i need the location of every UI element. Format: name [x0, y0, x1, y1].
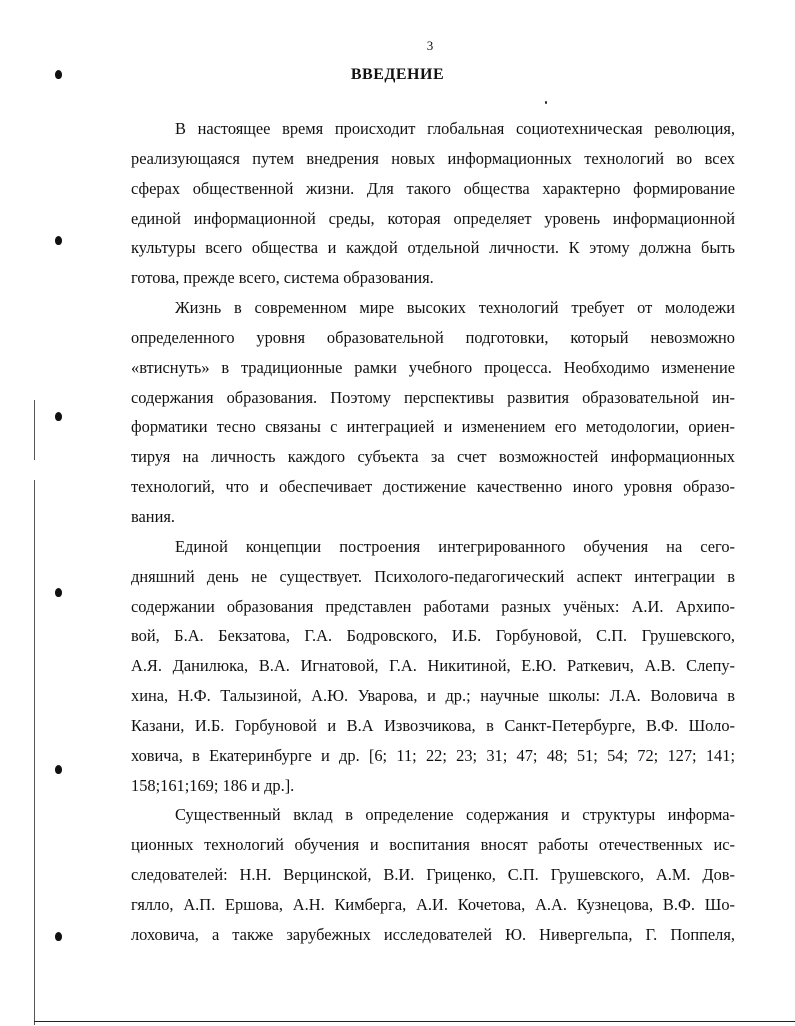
text-line: ционных технологий обучения и воспитания вносят работы отечественных ис- [131, 835, 735, 855]
text-line: следователей: Н.Н. Верцинской, В.И. Гриценко, С.П. Грушевского, А.М. Дов- [131, 865, 735, 885]
text-line: форматики тесно связаны с интеграцией и изменением его методологии, ориен- [131, 417, 735, 437]
text-line: вания. [131, 506, 175, 526]
text-line: «втиснуть» в традиционные рамки учебного процесса. Необходимо изменение [131, 357, 735, 377]
paragraph-1 [131, 114, 735, 293]
text-line: культуры всего общества и каждой отдельной личности. К этому должна быть [131, 238, 735, 258]
text-line: дняшний день не существует. Психолого-педагогический аспект интеграции в [131, 566, 735, 586]
text-line: единой информационной среды, которая определяет уровень информационной [131, 208, 735, 228]
text-line: хина, Н.Ф. Талызиной, А.Ю. Уварова, и др.; научные школы: Л.А. Воловича в [131, 686, 735, 706]
text-line: Жизнь в современном мире высоких технологий требует от молодежи [175, 298, 735, 318]
binder-hole-mark [55, 70, 62, 79]
text-line: сферах общественной жизни. Для такого общества характерно формирование [131, 178, 735, 198]
text-line: Единой концепции построения интегрированного обучения на сего- [175, 536, 735, 556]
binder-hole-mark [55, 932, 62, 941]
text-line: гялло, А.П. Ершова, А.Н. Кимберга, А.И. Кочетова, А.А. Кузнецова, В.Ф. Шо- [131, 894, 735, 914]
paragraph-3 [131, 532, 735, 801]
page-title: ВВЕДЕНИЕ [350, 66, 445, 83]
scan-speck [545, 101, 547, 104]
text-line: Существенный вклад в определение содержания и структуры информа- [175, 805, 735, 825]
binder-hole-mark [55, 588, 62, 597]
text-line: 158;161;169; 186 и др.]. [131, 775, 295, 795]
binder-hole-mark [55, 236, 62, 245]
text-line: реализующаяся путем внедрения новых информационных технологий во всех [131, 148, 735, 168]
paragraph-2 [131, 293, 735, 532]
text-line: ховича, в Екатеринбурге и др. [6; 11; 22; 23; 31; 47; 48; 51; 54; 72; 127; 141; [131, 745, 735, 765]
text-line: вой, Б.А. Бекзатова, Г.А. Бодровского, И.Б. Горбуновой, С.П. Грушевского, [131, 626, 735, 646]
binder-hole-mark [55, 765, 62, 774]
page-number: 3 [426, 38, 434, 53]
text-line: определенного уровня образовательной подготовки, который невозможно [131, 327, 735, 347]
margin-edge-line [34, 480, 35, 1025]
text-line: готова, прежде всего, система образования. [131, 268, 434, 288]
text-line: А.Я. Данилюка, В.А. Игнатовой, Г.А. Никитиной, Е.Ю. Раткевич, А.В. Слепу- [131, 656, 735, 676]
text-line: содержании образования представлен работами разных учёных: А.И. Архипо- [131, 596, 735, 616]
page-bottom-edge [34, 1021, 795, 1022]
body-text [131, 114, 735, 950]
text-line: лоховича, а также зарубежных исследователей Ю. Нивергельпа, Г. Поппеля, [131, 924, 735, 944]
text-line: содержания образования. Поэтому перспективы развития образовательной ин- [131, 387, 735, 407]
paragraph-4 [131, 800, 735, 949]
text-line: Казани, И.Б. Горбуновой и В.А Извозчикова, в Санкт-Петербурге, В.Ф. Шоло- [131, 715, 735, 735]
text-line: тируя на личность каждого субъекта за счет возможностей информационных [131, 447, 735, 467]
text-line: В настоящее время происходит глобальная социотехническая революция, [175, 119, 735, 138]
text-line: технологий, что и обеспечивает достижение качественно иного уровня образо- [131, 477, 735, 497]
binder-hole-mark [55, 412, 62, 421]
margin-edge-line [34, 400, 35, 460]
